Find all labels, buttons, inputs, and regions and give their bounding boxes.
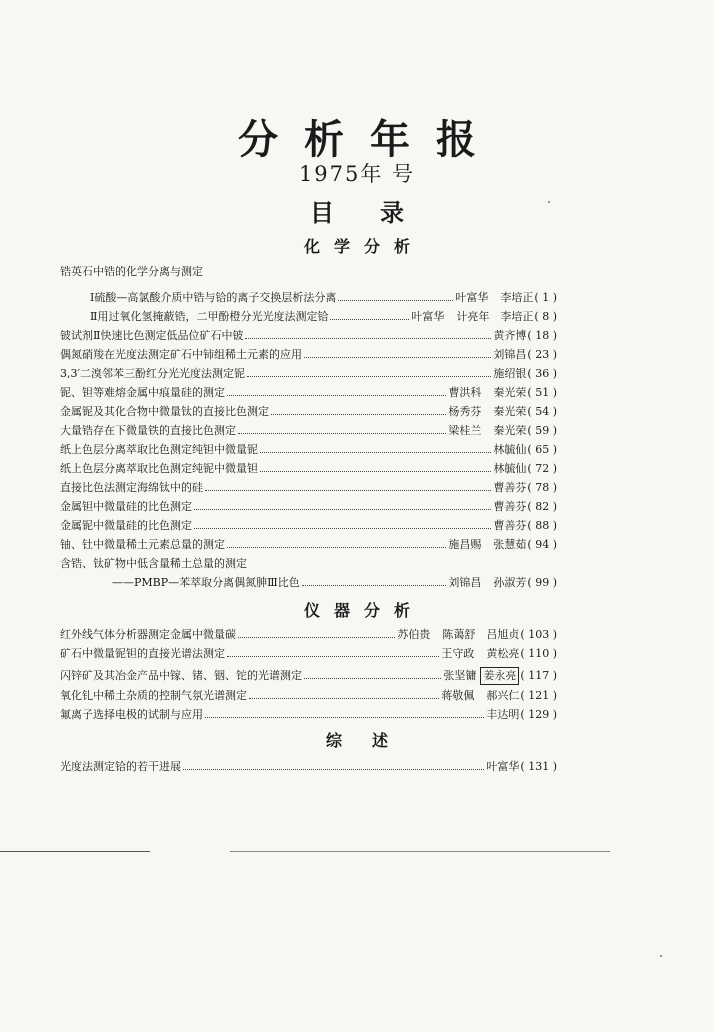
entry-page: ( 36 ) (527, 367, 557, 380)
toc-entry[interactable] (60, 347, 557, 363)
entry-title: ——PMBP—苯萃取分离偶氮胂Ⅲ比色 (112, 576, 300, 589)
dot-leader (194, 528, 491, 529)
dot-leader (249, 698, 439, 699)
entry-title: 纸上色层分离萃取比色测定纯铌中微量钽 (60, 462, 258, 475)
entry-page: ( 1 ) (534, 291, 557, 304)
dot-leader (227, 547, 446, 548)
dot-leader (194, 509, 491, 510)
scan-rule-right (230, 851, 610, 852)
entry-page: ( 78 ) (527, 481, 557, 494)
entry-page: ( 129 ) (520, 708, 557, 721)
dot-leader (271, 414, 446, 415)
entry-title: 3,3′二溴邻苯三酚红分光光度法测定铌 (60, 367, 245, 380)
entry-title: 氟离子选择电极的试制与应用 (60, 708, 203, 721)
entry-author: 叶富华 (486, 760, 520, 773)
entry-page: ( 54 ) (527, 405, 557, 418)
entry-page: ( 59 ) (527, 424, 557, 437)
toc-entry[interactable] (60, 499, 557, 515)
entry-author: 张坚镛 (443, 669, 477, 682)
entry-author: 刘锦昌 (448, 576, 482, 589)
dot-leader (304, 678, 441, 679)
toc-entry[interactable] (60, 667, 557, 683)
entry-author: 林毓仙 (493, 443, 527, 456)
toc-entry[interactable] (60, 442, 557, 458)
toc-entry[interactable] (60, 556, 557, 572)
entry-author-2: 秦光荣 (493, 386, 527, 399)
entry-page: ( 88 ) (527, 519, 557, 532)
entry-title: 直接比色法测定海绵钛中的硅 (60, 481, 203, 494)
entry-title: 铌、钽等难熔金属中痕量硅的测定 (60, 386, 225, 399)
dot-leader (183, 769, 484, 770)
toc-entry[interactable] (60, 264, 557, 280)
entry-author: 蒋敬佩 (441, 689, 475, 702)
toc-entry[interactable] (60, 688, 557, 704)
toc-entry[interactable] (60, 537, 557, 553)
entry-author-2: 郝兴仁 (486, 689, 520, 702)
entry-author: 曹善芬 (493, 500, 527, 513)
entry-page: ( 121 ) (520, 689, 557, 702)
toc-entry[interactable] (60, 328, 557, 344)
entry-author-2: 张慧茹 (493, 538, 527, 551)
entry-title: 金属钽中微量硅的比色测定 (60, 500, 192, 513)
toc-entry[interactable] (60, 461, 557, 477)
entry-author-2: 秦光荣 (493, 424, 527, 437)
toc-entry[interactable] (112, 575, 557, 591)
entry-title: Ⅱ用过氧化氢掩蔽锆，二甲酚橙分光光度法测定铪 (90, 310, 329, 323)
entry-author-2: 陈蔼舒 吕旭贞 (442, 628, 520, 641)
entry-page: ( 51 ) (527, 386, 557, 399)
toc-entry[interactable] (60, 646, 557, 662)
dot-leader (227, 656, 439, 657)
dot-leader (304, 357, 491, 358)
entry-page: ( 110 ) (520, 647, 557, 660)
toc-entry[interactable] (60, 480, 557, 496)
section-heading-chemical: 化学分析 (303, 237, 424, 256)
entry-page: ( 8 ) (534, 310, 557, 323)
entry-author-2-boxed: 姜永亮 (480, 667, 519, 685)
entry-author: 施绍银 (493, 367, 527, 380)
entry-author: 苏伯贵 (397, 628, 431, 641)
entry-author: 王守政 (441, 647, 475, 660)
entry-page: ( 94 ) (527, 538, 557, 551)
entry-author: 丰达明 (486, 708, 520, 721)
entry-title: 偶氮硝羧在光度法测定矿石中铈组稀土元素的应用 (60, 348, 302, 361)
entry-page: ( 117 ) (520, 669, 557, 682)
dot-leader (247, 376, 491, 377)
entry-author: 梁桂兰 (448, 424, 482, 437)
toc-entry[interactable] (60, 627, 557, 643)
entry-author-2: 孙淑芳 (493, 576, 527, 589)
entry-title: 铀、钍中微量稀土元素总量的测定 (60, 538, 225, 551)
entry-author-2: 李培正 (500, 291, 534, 304)
entry-title: 氧化钆中稀土杂质的控制气氛光谱测定 (60, 689, 247, 702)
entry-title: 金属铌及其化合物中微量钛的直接比色测定 (60, 405, 269, 418)
entry-title: 矿石中微量铌钽的直接光谱法测定 (60, 647, 225, 660)
entry-author: 曹善芬 (493, 481, 527, 494)
entry-author: 叶富华 (455, 291, 489, 304)
entry-author: 叶富华 (411, 310, 445, 323)
entry-page: ( 82 ) (527, 500, 557, 513)
entry-title: 光度法测定铪的若干进展 (60, 760, 181, 773)
toc-entry[interactable] (60, 385, 557, 401)
toc-entry[interactable] (60, 707, 557, 723)
entry-title: 金属铌中微量硅的比色测定 (60, 519, 192, 532)
entry-author: 曹洪科 (448, 386, 482, 399)
entry-title: 大量锆存在下微量铁的直接比色测定 (60, 424, 236, 437)
entry-title: 红外线气体分析器测定金属中微量碳 (60, 628, 236, 641)
dot-leader (205, 490, 491, 491)
dot-leader (205, 717, 484, 718)
entry-author: 施昌赐 (448, 538, 482, 551)
scan-rule-left (0, 851, 150, 852)
entry-page: ( 131 ) (520, 760, 557, 773)
entry-author: 曹善芬 (493, 519, 527, 532)
entry-author-2: 黄松亮 (486, 647, 520, 660)
section-heading-review: 综述 (325, 731, 418, 750)
dot-leader (302, 585, 447, 586)
entry-author: 刘锦昌 (493, 348, 527, 361)
entry-title: 闪锌矿及其冶金产品中镓、锗、铟、铊的光谱测定 (60, 669, 302, 682)
dot-leader (245, 338, 491, 339)
toc-entry[interactable] (90, 290, 557, 306)
scan-speck (548, 201, 550, 203)
entry-title: Ⅰ硫酸—高氯酸介质中锆与铪的离子交换层析法分离 (90, 291, 337, 304)
entry-title: 锆英石中锆的化学分离与测定 (60, 265, 203, 278)
entry-page: ( 65 ) (527, 443, 557, 456)
entry-page: ( 103 ) (520, 628, 557, 641)
toc-entry[interactable] (60, 759, 557, 775)
dot-leader (238, 637, 395, 638)
entry-author: 黄齐博 (493, 329, 527, 342)
section-heading-instrumental: 仪器分析 (303, 601, 424, 620)
entry-title: 铍试剂Ⅱ快速比色测定低品位矿石中铍 (60, 329, 244, 342)
entry-page: ( 99 ) (527, 576, 557, 589)
toc-entry[interactable] (60, 366, 557, 382)
dot-leader (338, 300, 453, 301)
entry-page: ( 18 ) (527, 329, 557, 342)
dot-leader (330, 319, 409, 320)
entry-author: 林毓仙 (493, 462, 527, 475)
journal-title: 分析年报 (238, 116, 502, 163)
entry-title: 含锆、钛矿物中低含量稀土总量的测定 (60, 557, 247, 570)
dot-leader (227, 395, 446, 396)
toc-entry[interactable] (60, 404, 557, 420)
dot-leader (260, 452, 491, 453)
toc-entry[interactable] (60, 518, 557, 534)
entry-page: ( 72 ) (527, 462, 557, 475)
dot-leader (260, 471, 491, 472)
scan-speck (660, 955, 662, 957)
entry-author-2: 计亮年 李培正 (456, 310, 534, 323)
dot-leader (238, 433, 446, 434)
entry-author-2: 秦光荣 (493, 405, 527, 418)
issue-label: 1975年 号 (298, 162, 416, 186)
toc-entry[interactable] (90, 309, 557, 325)
entry-page: ( 23 ) (527, 348, 557, 361)
entry-title: 纸上色层分离萃取比色测定纯钽中微量铌 (60, 443, 258, 456)
toc-entry[interactable] (60, 423, 557, 439)
contents-heading: 目录 (310, 198, 450, 227)
entry-author: 杨秀芬 (448, 405, 482, 418)
